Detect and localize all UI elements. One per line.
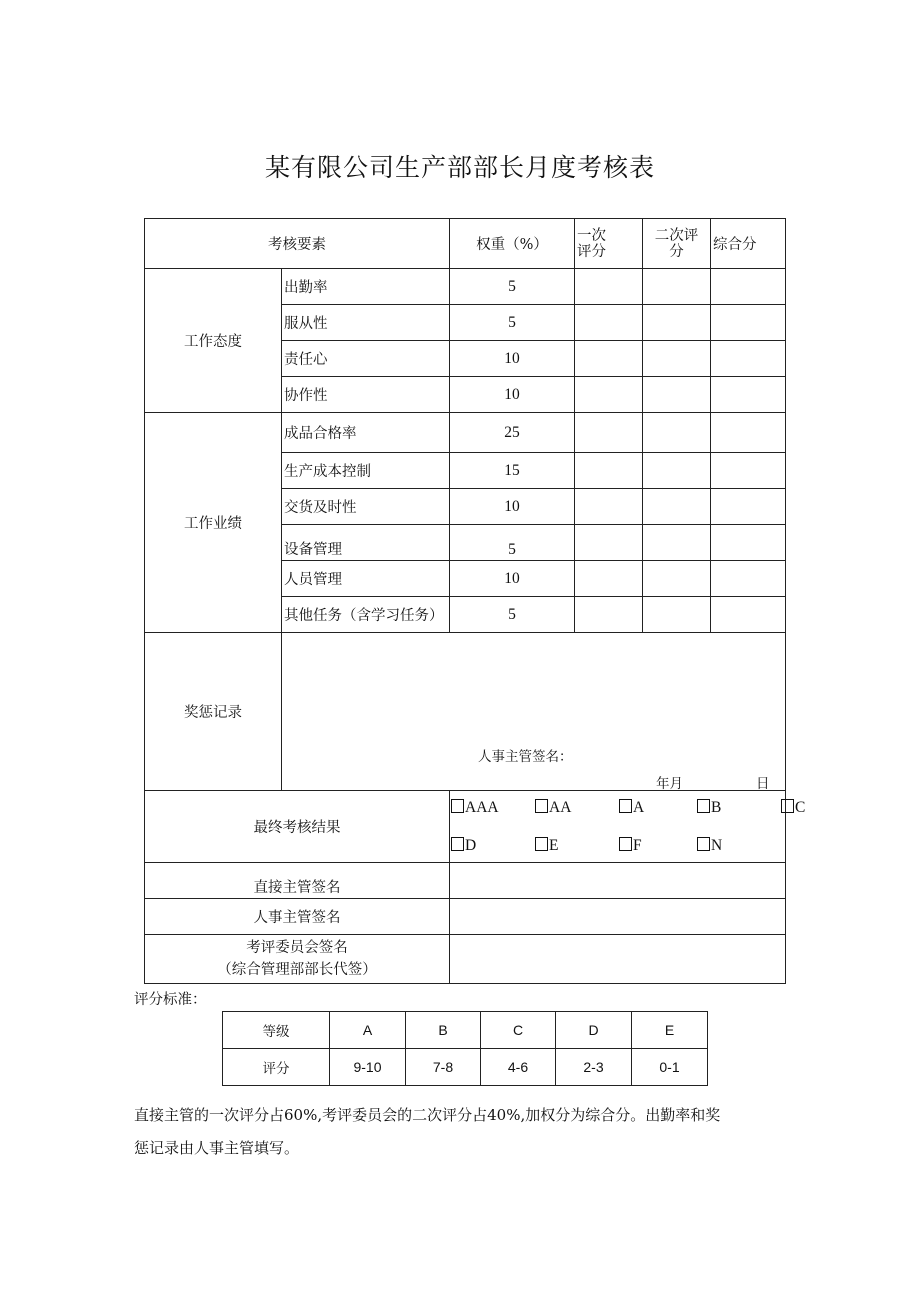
scoring-standard-label: 评分标准： (134, 992, 207, 1008)
footnote-line2: 惩记录由人事主管填写。 (134, 1139, 300, 1157)
header-first-score (575, 219, 643, 269)
checkbox-icon[interactable] (451, 837, 464, 851)
second-score-cell[interactable] (643, 489, 711, 525)
item-weight: 5 (450, 305, 575, 341)
header-first-line1: 一次 (577, 227, 606, 244)
checkbox-icon[interactable] (535, 837, 548, 851)
header-first-line2: 评分 (577, 243, 606, 260)
item-weight: 25 (450, 413, 575, 453)
direct-supervisor-row (145, 863, 786, 899)
committee-label-line1: 考评委员会签名 (246, 940, 348, 956)
total-score-cell[interactable] (711, 561, 786, 597)
grade-option-label: AA (549, 799, 572, 816)
final-result-options (450, 791, 806, 863)
score-cell: 7-8 (406, 1049, 481, 1086)
item-weight: 5 (450, 269, 575, 305)
checkbox-icon[interactable] (619, 799, 632, 813)
score-cell: 9-10 (330, 1049, 406, 1086)
page-title: 某有限公司生产部部长月度考核表 (264, 153, 655, 182)
item-label: 出勤率 (282, 269, 450, 305)
direct-supervisor-label: 直接主管签名 (145, 863, 450, 899)
second-score-cell[interactable] (643, 269, 711, 305)
item-weight: 10 (450, 489, 575, 525)
date-year-month: 年月 (656, 776, 683, 792)
first-score-cell[interactable] (575, 305, 643, 341)
total-score-cell[interactable] (711, 305, 786, 341)
item-label: 交货及时性 (282, 489, 450, 525)
reward-row (145, 633, 786, 791)
grade-option-aaa[interactable] (451, 799, 499, 817)
grade-option-b[interactable] (697, 799, 721, 817)
table-row (145, 413, 786, 453)
header-element: 考核要素 (145, 219, 450, 269)
committee-label (145, 935, 450, 984)
total-score-cell[interactable] (711, 269, 786, 305)
score-cell: 4-6 (481, 1049, 556, 1086)
header-row (145, 219, 786, 269)
committee-row (145, 935, 786, 984)
item-weight: 10 (450, 377, 575, 413)
grade-option-f[interactable] (619, 837, 642, 855)
item-weight: 5 (450, 525, 575, 561)
checkbox-icon[interactable] (697, 837, 710, 851)
grade-option-d[interactable] (451, 837, 476, 855)
first-score-cell[interactable] (575, 413, 643, 453)
total-score-cell[interactable] (711, 341, 786, 377)
final-result-label: 最终考核结果 (145, 791, 450, 863)
grade-row-head: 等级 (223, 1012, 330, 1049)
item-label: 人员管理 (282, 561, 450, 597)
scoring-standard-table (222, 1011, 708, 1086)
item-label: 设备管理 (282, 525, 450, 561)
footnote-line1: 直接主管的一次评分占60%,考评委员会的二次评分占40%,加权分为综合分。出勤率和奖 (134, 1106, 721, 1124)
hr-supervisor-row (145, 899, 786, 935)
first-score-cell[interactable] (575, 453, 643, 489)
footnote (134, 1099, 794, 1165)
checkbox-icon[interactable] (451, 799, 464, 813)
header-second-score (643, 219, 711, 269)
second-score-cell[interactable] (643, 525, 711, 561)
score-cell: 0-1 (632, 1049, 708, 1086)
second-score-cell[interactable] (643, 561, 711, 597)
grade-option-label: E (549, 837, 559, 854)
score-cell: 2-3 (556, 1049, 632, 1086)
item-label: 服从性 (282, 305, 450, 341)
total-score-cell[interactable] (711, 525, 786, 561)
total-score-cell[interactable] (711, 489, 786, 525)
item-label: 成品合格率 (282, 413, 450, 453)
item-weight: 10 (450, 561, 575, 597)
reward-content[interactable] (282, 633, 786, 791)
second-score-cell[interactable] (643, 453, 711, 489)
final-result-row (145, 791, 786, 863)
committee-label-line2: （综合管理部部长代签） (217, 962, 377, 978)
grade-option-label: D (465, 837, 477, 854)
group-name: 工作业绩 (145, 413, 282, 633)
first-score-cell[interactable] (575, 269, 643, 305)
first-score-cell[interactable] (575, 489, 643, 525)
grade-option-label: A (633, 799, 645, 816)
first-score-cell[interactable] (575, 341, 643, 377)
second-score-cell[interactable] (643, 341, 711, 377)
score-row (223, 1049, 708, 1086)
checkbox-icon[interactable] (697, 799, 710, 813)
hr-supervisor-label: 人事主管签名 (145, 899, 450, 935)
total-score-cell[interactable] (711, 597, 786, 633)
header-second-line1: 二次评 (654, 227, 699, 244)
second-score-cell[interactable] (643, 377, 711, 413)
evaluation-table (144, 218, 806, 984)
hr-signature-label: 人事主管签名： (478, 749, 573, 765)
grade-option-label: AAA (465, 799, 499, 816)
first-score-cell[interactable] (575, 525, 643, 561)
item-weight: 15 (450, 453, 575, 489)
grade-option-label: B (711, 799, 722, 816)
grade-option-e[interactable] (535, 837, 558, 855)
grade-option-c[interactable] (781, 799, 805, 817)
total-score-cell[interactable] (711, 377, 786, 413)
header-second-line2: 分 (669, 243, 684, 260)
grade-cell: C (481, 1012, 556, 1049)
grade-option-n[interactable] (697, 837, 722, 855)
checkbox-icon[interactable] (535, 799, 548, 813)
grade-option-aa[interactable] (535, 799, 571, 817)
hr-supervisor-signature[interactable] (450, 899, 786, 935)
committee-signature[interactable] (450, 935, 786, 984)
item-label: 其他任务（含学习任务） (282, 597, 450, 633)
first-score-cell[interactable] (575, 377, 643, 413)
group-name: 工作态度 (145, 269, 282, 413)
grade-cell: D (556, 1012, 632, 1049)
total-score-cell[interactable] (711, 453, 786, 489)
date-day: 日 (756, 776, 770, 792)
grade-cell: B (406, 1012, 481, 1049)
grade-cell: E (632, 1012, 708, 1049)
first-score-cell[interactable] (575, 561, 643, 597)
direct-supervisor-signature[interactable] (450, 863, 786, 899)
checkbox-icon[interactable] (619, 837, 632, 851)
header-weight: 权重（%） (450, 219, 575, 269)
second-score-cell[interactable] (643, 413, 711, 453)
grade-row (223, 1012, 708, 1049)
item-label: 协作性 (282, 377, 450, 413)
header-total: 综合分 (711, 219, 786, 269)
second-score-cell[interactable] (643, 305, 711, 341)
total-score-cell[interactable] (711, 413, 786, 453)
second-score-cell[interactable] (643, 597, 711, 633)
checkbox-icon[interactable] (781, 799, 794, 813)
first-score-cell[interactable] (575, 597, 643, 633)
item-label: 责任心 (282, 341, 450, 377)
score-row-head: 评分 (223, 1049, 330, 1086)
item-label: 生产成本控制 (282, 453, 450, 489)
reward-label: 奖惩记录 (145, 633, 282, 791)
grade-option-a[interactable] (619, 799, 644, 817)
grade-cell: A (330, 1012, 406, 1049)
grade-option-label: C (795, 799, 806, 816)
item-weight: 5 (450, 597, 575, 633)
grade-option-label: N (711, 837, 723, 854)
item-weight: 10 (450, 341, 575, 377)
grade-option-label: F (633, 837, 642, 854)
table-row (145, 269, 786, 305)
